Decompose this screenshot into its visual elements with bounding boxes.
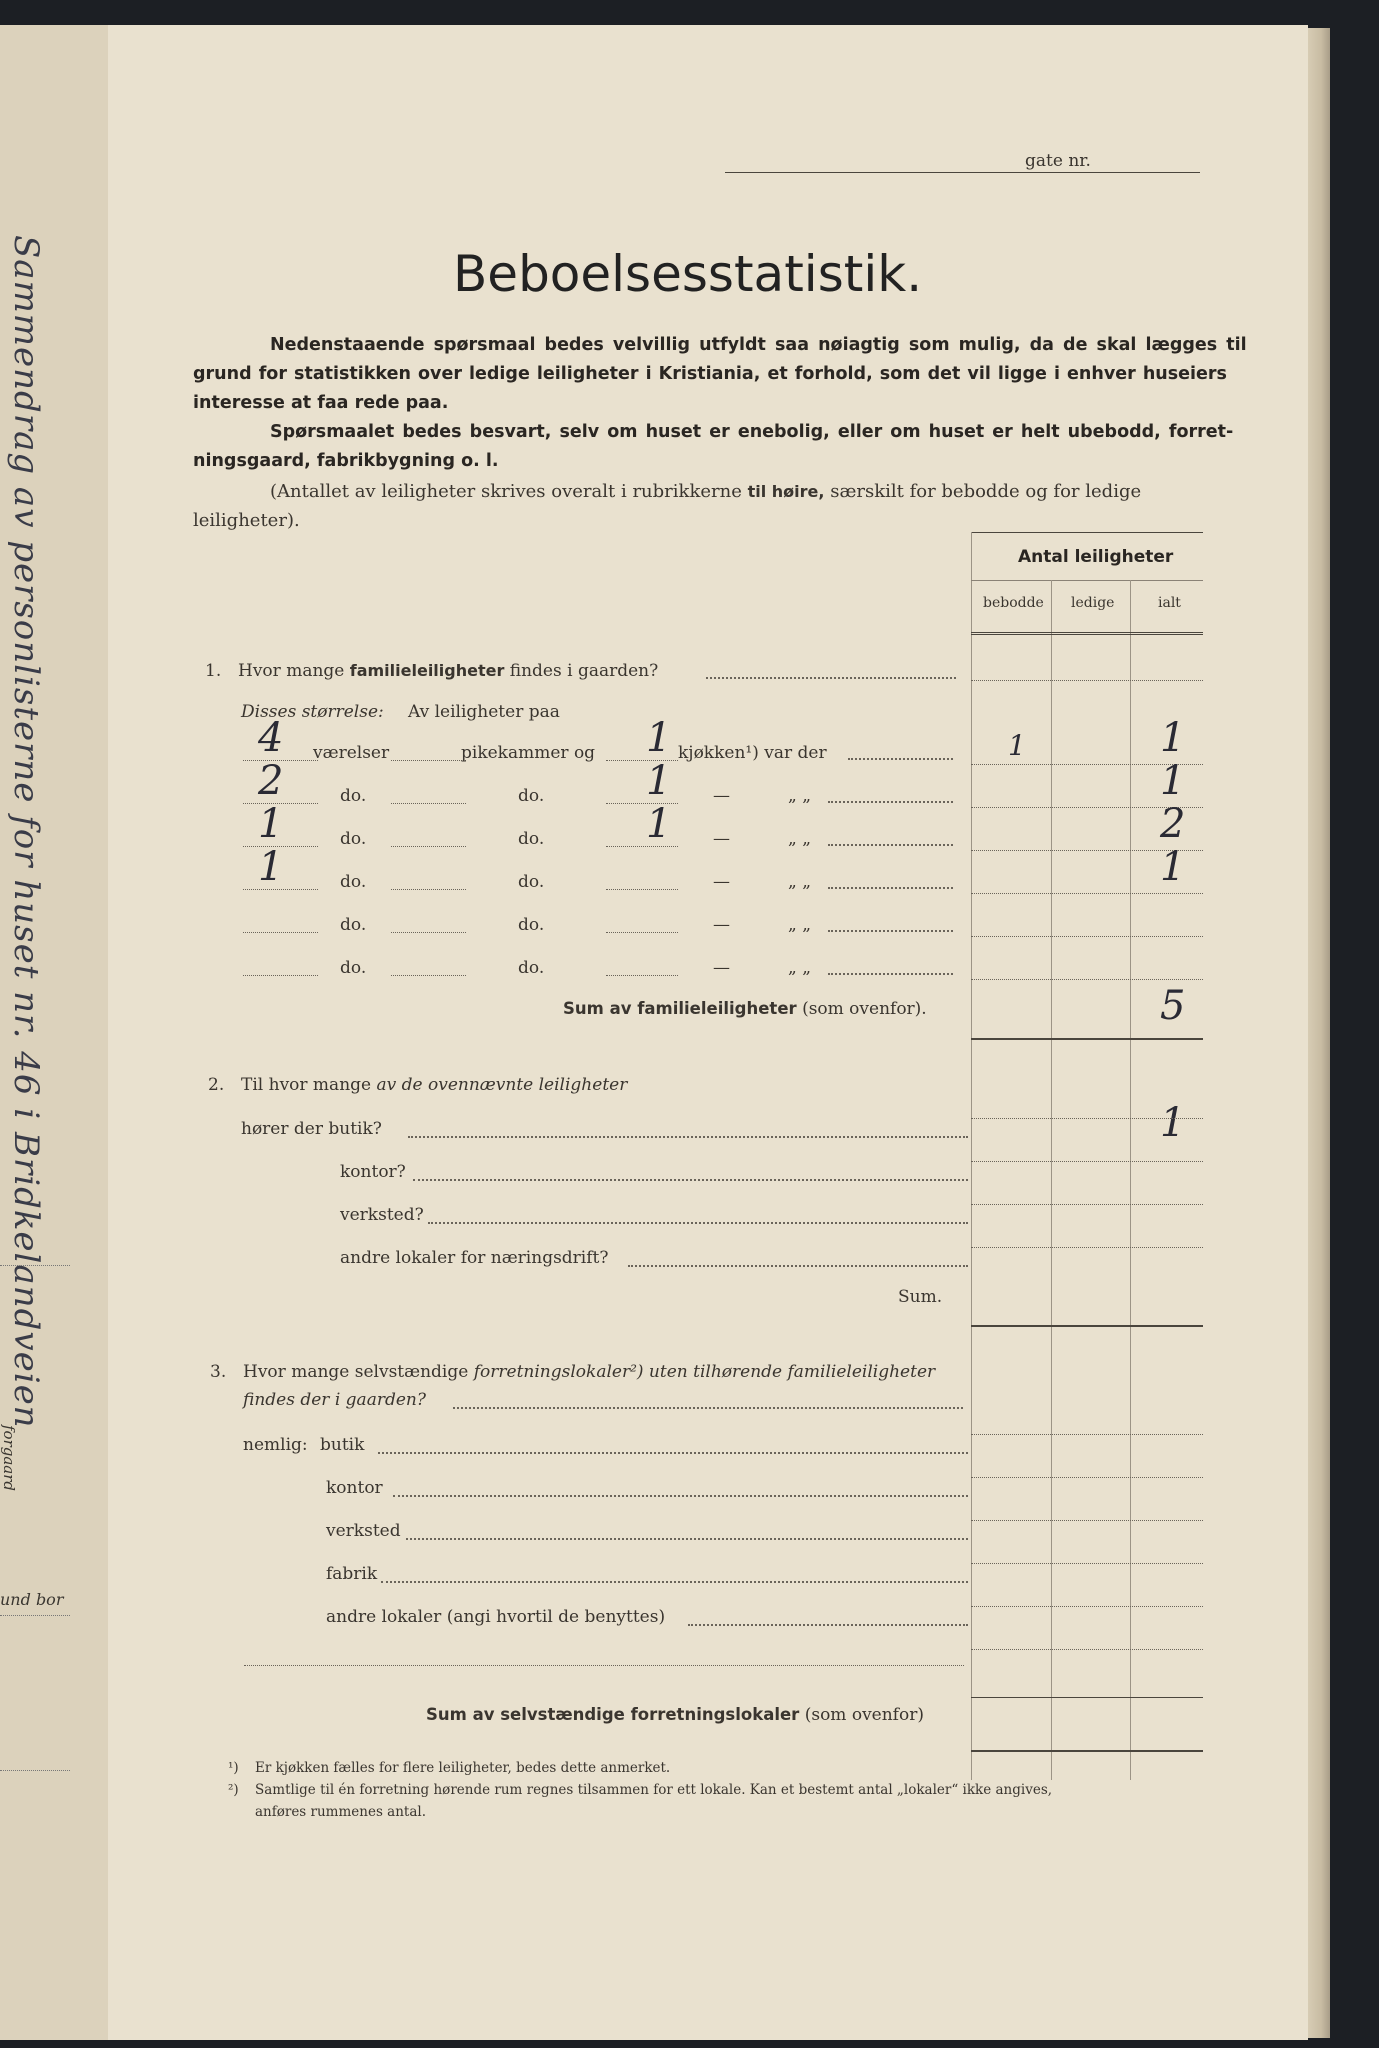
- q1-do-label-2: do.: [518, 829, 545, 849]
- q1-dash: —: [713, 829, 730, 849]
- q1-quote: „ „: [788, 786, 812, 806]
- q1-pikekammer-label: pikekammer og: [461, 743, 596, 763]
- footnote-1: Er kjøkken fælles for flere leiligheter, bedes dette anmerket.: [255, 1760, 671, 1776]
- q2-sum: Sum.: [898, 1287, 943, 1307]
- q1-vaerelser-label: værelser: [313, 743, 390, 763]
- q1-sum-label-a: Sum av familieleiligheter: [563, 999, 797, 1018]
- q1-dash: —: [713, 915, 730, 935]
- fill-line: [244, 1665, 964, 1666]
- q1-sum-label: [563, 999, 927, 1019]
- row-sep: [971, 1649, 1203, 1650]
- table-title: Antal leiligheter: [1018, 547, 1174, 567]
- intro-line-6c: særskilt for bebodde og for ledige: [830, 481, 1142, 502]
- q1-kjokken-label: kjøkken¹) var der: [678, 743, 827, 763]
- q1-quote: „ „: [788, 958, 812, 978]
- footnote-2-mark: ²): [228, 1782, 239, 1798]
- q1-row-ialt: 2: [1160, 801, 1186, 847]
- leader-dots: [848, 758, 953, 760]
- q1-do-label: do.: [340, 829, 367, 849]
- intro-line-3: interesse at faa rede paa.: [193, 393, 449, 413]
- side-label: forgaard: [0, 1425, 18, 1492]
- row-sep: [971, 1434, 1203, 1435]
- q1-do-label: do.: [340, 915, 367, 935]
- leader-dots: [706, 677, 956, 679]
- q3-text-b: forretningslokaler²) uten tilhørende familieleiligheter: [473, 1362, 936, 1382]
- row-sep: [971, 893, 1203, 894]
- leader-dots: [828, 844, 953, 846]
- row-sep: [971, 1118, 1203, 1119]
- q1-dash: —: [713, 958, 730, 978]
- table-left-border: [971, 532, 972, 1780]
- q1-row-kitchen: 1: [646, 715, 672, 761]
- fill-line: [391, 932, 466, 933]
- leader-dots: [628, 1265, 968, 1267]
- q1-row-ialt: 1: [1160, 758, 1186, 804]
- q2-andre: andre lokaler for næringsdrift?: [340, 1248, 609, 1268]
- q1-text-b: familieleiligheter: [349, 661, 505, 680]
- q3-fabrik: fabrik: [326, 1564, 378, 1584]
- table-header-rule: [971, 632, 1203, 635]
- row-sep: [971, 1161, 1203, 1162]
- leader-dots: [828, 930, 953, 932]
- q2-kontor: kontor?: [340, 1162, 406, 1182]
- row-sep: [971, 680, 1203, 681]
- row-sep: [971, 1477, 1203, 1478]
- q3-kontor: kontor: [326, 1478, 383, 1498]
- q1-sizes-label: Disses størrelse:: [241, 702, 384, 722]
- margin-line: [0, 1615, 70, 1616]
- fill-line: [391, 975, 466, 976]
- fill-line: [243, 932, 318, 933]
- q1-row-rooms: 1: [258, 844, 284, 890]
- col-header-bebodde: bebodde: [983, 595, 1044, 611]
- q3-sum-label: [426, 1705, 924, 1725]
- q1-do-label-2: do.: [518, 786, 545, 806]
- sum-3-rule: [971, 1750, 1203, 1752]
- row-sep: [971, 1204, 1203, 1205]
- leader-dots: [828, 973, 953, 975]
- q1-row-rooms: 4: [258, 715, 284, 761]
- intro-line-7: leiligheter).: [193, 510, 300, 531]
- fill-line: [606, 846, 678, 847]
- fill-line: [243, 889, 318, 890]
- leader-dots: [408, 1136, 968, 1138]
- q2-text: [241, 1075, 627, 1095]
- table-top-rule: [971, 532, 1203, 533]
- q1-row-ialt: 1: [1160, 715, 1186, 761]
- q1-do-label: do.: [340, 872, 367, 892]
- fill-line: [606, 975, 678, 976]
- q1-row-bebodde: 1: [1008, 729, 1026, 762]
- row-sep: [971, 1520, 1203, 1521]
- q2-text-b: av de ovennævnte leiligheter: [376, 1075, 628, 1095]
- q2-text-a: Til hvor mange: [241, 1075, 372, 1095]
- q1-row-kitchen: 1: [646, 801, 672, 847]
- row-sep: [971, 1563, 1203, 1564]
- gate-nr-line: [725, 172, 1200, 173]
- q1-quote: „ „: [788, 829, 812, 849]
- row-sep: [971, 1606, 1203, 1607]
- leader-dots: [406, 1538, 968, 1540]
- q1-do-label-2: do.: [518, 958, 545, 978]
- row-sep: [971, 979, 1203, 980]
- q1-quote: „ „: [788, 915, 812, 935]
- intro-line-6: [270, 481, 1141, 502]
- q1-do-label-2: do.: [518, 915, 545, 935]
- q1-sum-ialt: 5: [1160, 983, 1186, 1029]
- q2-butik: hører der butik?: [241, 1119, 382, 1139]
- q2-butik-ialt: 1: [1160, 1100, 1186, 1146]
- table-sub-rule: [971, 580, 1203, 581]
- sum-2-rule: [971, 1325, 1203, 1327]
- q1-do-label: do.: [340, 958, 367, 978]
- col-divider-1: [1051, 580, 1052, 1780]
- q1-do-label-2: do.: [518, 872, 545, 892]
- form-page: [108, 25, 1308, 2040]
- q3-number: 3.: [210, 1362, 227, 1382]
- leader-dots: [828, 801, 953, 803]
- fill-line: [606, 932, 678, 933]
- margin-handwriting: Sammendrag av personlisterne for huset nr. 46 i Bridkelandveien: [6, 235, 46, 1429]
- margin-line: [0, 1770, 70, 1771]
- intro-line-1: Nedenstaaende spørsmaal bedes velvillig utfyldt saa nøiagtig som mulig, da de skal lægges til: [270, 335, 1247, 355]
- page-edge: [1308, 28, 1330, 2038]
- q3-verksted: verksted: [326, 1521, 401, 1541]
- q1-row-kitchen: 1: [646, 758, 672, 804]
- q3-nemlig: nemlig:: [243, 1435, 308, 1455]
- leader-dots: [381, 1581, 968, 1583]
- sum-1-rule: [971, 1038, 1203, 1040]
- q3-sum-label-b: (som ovenfor): [804, 1705, 924, 1725]
- intro-line-4: Spørsmaalet bedes besvart, selv om huset er enebolig, eller om huset er helt ubebodd, forret-: [270, 422, 1234, 442]
- intro-line-6b: til høire,: [747, 482, 825, 501]
- q3-text: [243, 1362, 935, 1382]
- leader-dots: [453, 1407, 963, 1409]
- q1-text: [238, 661, 658, 681]
- leader-dots: [828, 887, 953, 889]
- sum-3-top-rule: [971, 1697, 1203, 1698]
- col-header-ledige: ledige: [1071, 595, 1115, 611]
- q1-quote: „ „: [788, 872, 812, 892]
- q1-do-label: do.: [340, 786, 367, 806]
- q1-text-c: findes i gaarden?: [509, 661, 659, 681]
- q2-number: 2.: [208, 1075, 225, 1095]
- leader-dots: [413, 1179, 968, 1181]
- q1-row-rooms: 1: [258, 801, 284, 847]
- q3-text-a: Hvor mange selvstændige: [243, 1362, 469, 1382]
- fill-line: [391, 803, 466, 804]
- leader-dots: [428, 1222, 968, 1224]
- leader-dots: [393, 1495, 968, 1497]
- q1-dash: —: [713, 872, 730, 892]
- q3-butik: butik: [320, 1435, 365, 1455]
- q1-dash: —: [713, 786, 730, 806]
- page-title: Beboelsesstatistik.: [453, 245, 923, 303]
- footnote-2b: anføres rummenes antal.: [255, 1804, 426, 1820]
- fill-line: [391, 889, 466, 890]
- side-label-2: und bor: [0, 1590, 64, 1609]
- leader-dots: [378, 1452, 968, 1454]
- q1-sizes-label-2: Av leiligheter paa: [408, 702, 560, 722]
- leader-dots: [688, 1624, 968, 1626]
- q1-sum-label-b: (som ovenfor).: [802, 999, 927, 1019]
- q3-sum-label-a: Sum av selvstændige forretningslokaler: [426, 1705, 800, 1724]
- fill-line: [391, 760, 466, 761]
- intro-line-2: grund for statistikken over ledige leiligheter i Kristiania, et forhold, som det vil ligge i enhver huseiers: [193, 364, 1227, 384]
- fill-line: [391, 846, 466, 847]
- fill-line: [243, 975, 318, 976]
- q1-number: 1.: [205, 661, 222, 681]
- left-page: [0, 25, 110, 2040]
- q1-text-a: Hvor mange: [238, 661, 345, 681]
- q2-verksted: verksted?: [340, 1205, 424, 1225]
- footnote-2a: Samtlige til én forretning hørende rum regnes tilsammen for ett lokale. Kan et bestemt antal „lokaler“ ikke angives,: [255, 1782, 1053, 1798]
- intro-line-5: ningsgaard, fabrikbygning o. l.: [193, 451, 499, 471]
- fill-line: [606, 889, 678, 890]
- col-divider-2: [1130, 580, 1131, 1780]
- footnote-1-mark: ¹): [228, 1760, 239, 1776]
- gate-nr-label: gate nr.: [1025, 151, 1091, 171]
- row-sep: [971, 936, 1203, 937]
- q3-text-c: findes der i gaarden?: [243, 1390, 426, 1410]
- margin-line: [0, 1265, 70, 1266]
- q1-row-ialt: 1: [1160, 844, 1186, 890]
- row-sep: [971, 1247, 1203, 1248]
- q3-andre: andre lokaler (angi hvortil de benyttes): [326, 1607, 666, 1627]
- q1-row-rooms: 2: [258, 758, 284, 804]
- col-header-ialt: ialt: [1158, 595, 1181, 611]
- intro-line-6a: (Antallet av leiligheter skrives overalt i rubrikkerne: [270, 481, 742, 502]
